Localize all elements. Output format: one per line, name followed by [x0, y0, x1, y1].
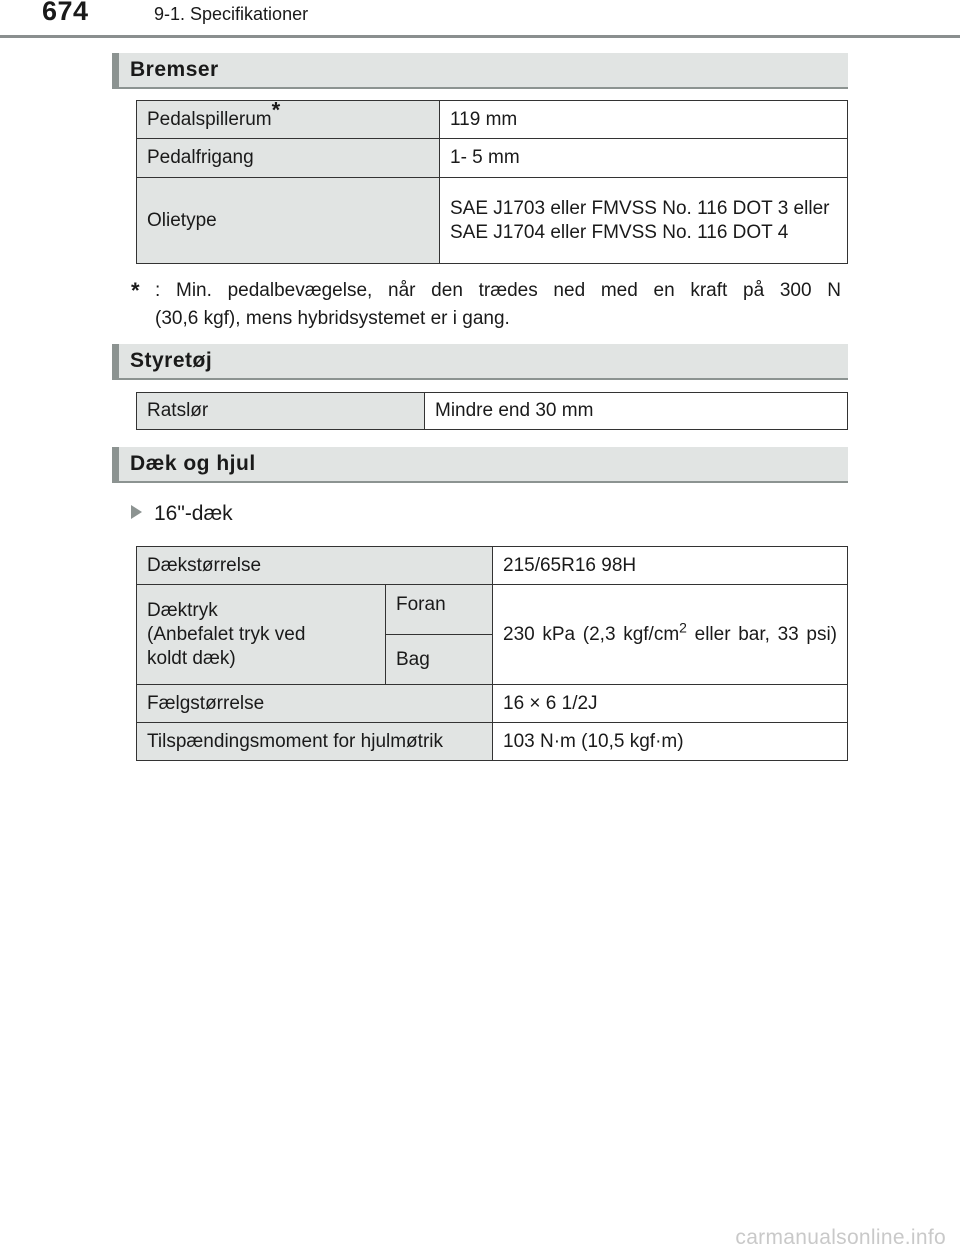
table-row [137, 139, 848, 178]
tire-pressure-label-line3: koldt dæk) [147, 647, 236, 669]
section-tires-header [112, 447, 848, 483]
rear-label: Bag [386, 635, 493, 685]
section-title: Styretøj [130, 349, 213, 372]
header-divider [0, 35, 960, 38]
chapter-title: 9-1. Specifikationer [154, 4, 309, 24]
lug-nut-torque-value: 103 N·m (10,5 kgf·m) [493, 723, 848, 761]
subheading-text: 16"-dæk [154, 502, 233, 525]
section-title: Dæk og hjul [130, 452, 256, 475]
pedal-freeplay-label: Pedalfrigang [137, 139, 440, 178]
table-row [137, 723, 848, 761]
tires-table [136, 546, 848, 761]
pressure-value-superscript: 2 [679, 619, 687, 636]
pedal-play-value: 119 mm [440, 101, 848, 139]
lug-nut-torque-label: Tilspændingsmoment for hjulmøtrik [137, 723, 493, 761]
tire-pressure-value [493, 585, 848, 685]
fluid-type-line2: SAE J1704 eller FMVSS No. 116 DOT 4 [450, 221, 789, 243]
fluid-type-value [440, 178, 848, 264]
table-row [137, 585, 848, 635]
fluid-type-line1: SAE J1703 eller FMVSS No. 116 DOT 3 eller [450, 197, 830, 219]
tire-size-label: Dækstørrelse [137, 547, 493, 585]
brakes-footnote [131, 277, 841, 333]
pressure-value-text: 230 kPa (2,3 kgf/cm [503, 623, 680, 645]
section-brakes-header [112, 53, 848, 89]
tire-size-value: 215/65R16 98H [493, 547, 848, 585]
table-row [137, 101, 848, 139]
page-number: 674 [42, 0, 89, 26]
tire-pressure-value-line1 [503, 619, 837, 647]
pedal-freeplay-value: 1- 5 mm [440, 139, 848, 178]
table-label-cell [137, 97, 440, 139]
table-row [137, 685, 848, 723]
steering-table [136, 392, 848, 430]
rim-size-value: 16 × 6 1/2J [493, 685, 848, 723]
footnote-line2: (30,6 kgf), mens hybridsystemet er i gang. [155, 308, 510, 329]
brakes-table [136, 97, 848, 264]
tire-pressure-label [137, 585, 386, 685]
footnote-line1: : Min. pedalbevægelse, når den trædes ned med en kraft på 300 N [155, 280, 841, 301]
wheel-play-label: Ratslør [137, 393, 425, 430]
section-title: Bremser [130, 58, 219, 81]
pressure-value-text-end: eller bar, 33 psi) [686, 623, 837, 645]
section-steering-header [112, 344, 848, 380]
tire-size-subheading [131, 502, 233, 526]
pedal-play-label: Pedalspillerum [147, 108, 272, 130]
table-row [137, 393, 848, 430]
section-accent [112, 344, 119, 380]
wheel-play-value: Mindre end 30 mm [425, 393, 848, 430]
section-accent [112, 447, 119, 483]
rim-size-label: Fælgstørrelse [137, 685, 493, 723]
front-label: Foran [386, 585, 493, 635]
section-accent [112, 53, 119, 89]
footnote-star: * [131, 278, 140, 303]
tire-pressure-label-line2: (Anbefalet tryk ved [147, 623, 306, 645]
footnote-marker: * [271, 97, 281, 123]
triangle-bullet-icon [131, 505, 142, 519]
watermark-text: carmanualsonline.info [735, 1226, 946, 1249]
tire-pressure-label-line1: Dæktryk [147, 599, 218, 621]
table-row [137, 178, 848, 264]
fluid-type-label: Olietype [137, 178, 440, 264]
table-row [137, 547, 848, 585]
